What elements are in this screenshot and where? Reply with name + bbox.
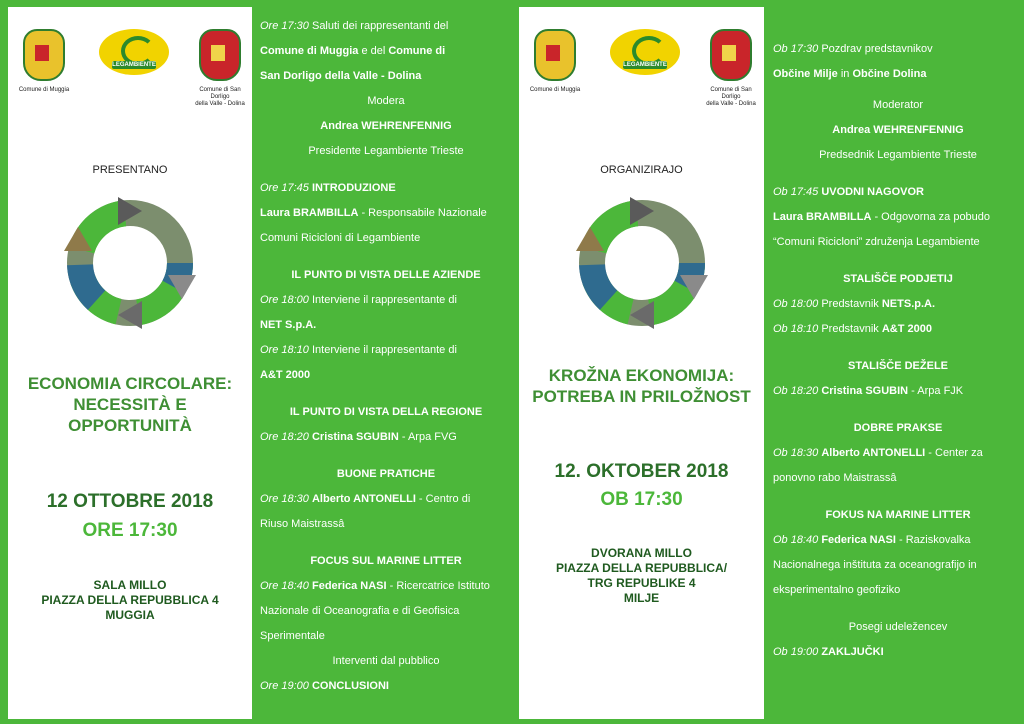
slovenian-program: Ob 17:30 Pozdrav predstavnikov Občine Milje in Občine Dolina Moderator Andrea WEHRENFENNIG Predsednik Legambiente Trieste Ob 17:45 UVODNI NAGOVOR Laura BRAMBILLA - Odgovorna za pobudo “Comuni Ricicloni” združenja Legambiente STALIŠČE PODJETIJ Ob 18:00 Predstavnik NETS.p.A. Ob 18:10 Predstavnik A&T 2000 STALIŠČE DEŽELE Ob 18:20 Cristina SGUBIN - Arpa FJK DOBRE PRAKSE Ob 18:30 Alberto ANTONELLI - Center za ponovno rabo Maistrassâ FOKUS NA MARINE LITTER Ob 18:40 Federica NASI - Raziskovalka Nacionalnega inštituta za oceanografijo in eksperimentalno geofiziko Posegi udeležencev Ob 19:00 ZAKLJUČKI xyxy=(773,43,991,658)
event-title: ECONOMIA CIRCOLARE: NECESSITÀ E OPPORTUNITÀ xyxy=(27,374,233,435)
logos-row xyxy=(519,29,764,111)
italian-program: Ore 17:30 Saluti dei rappresentanti del Comune di Muggia e del Comune di San Dorligo della Valle - Dolina Modera Andrea WEHRENFENNIG Presidente Legambiente Trieste Ore 17:45 INTRODUZIONE Laura BRAMBILLA - Responsabile Nazionale Comuni Ricicloni di Legambiente IL PUNTO DI VISTA DELLE AZIENDE Ore 18:00 Interviene il rappresentante di NET S.p.A. Ore 18:10 Interviene il rappresentante di A&T 2000 IL PUNTO DI VISTA DELLA REGIONE Ore 18:20 Cristina SGUBIN - Arpa FVG BUONE PRATICHE Ore 18:30 Alberto ANTONELLI - Centro di Riuso Maistrassâ FOCUS SUL MARINE LITTER Ore 18:40 Federica NASI - Ricercatrice Istituto Nazionale di Oceanografia e di Geofisica Sperimentale Interventi dal pubblico Ore 19:00 CONCLUSIONI xyxy=(260,20,490,692)
presenting-label: PRESENTANO xyxy=(92,164,168,176)
italian-cover-panel xyxy=(8,7,252,719)
event-venue: SALA MILLO PIAZZA DELLA REPUBBLICA 4 MUGGIA xyxy=(41,578,219,622)
event-time: ORE 17:30 xyxy=(82,520,178,541)
muggia-crest-icon xyxy=(534,29,576,81)
dolina-logo: Comune di San Dorligo della Valle - Dolina xyxy=(190,29,250,108)
event-date: 12 OTTOBRE 2018 xyxy=(46,491,214,512)
muggia-logo: Comune di Muggia xyxy=(18,29,70,94)
event-venue: DVORANA MILLO PIAZZA DELLA REPUBBLICA/ TRG REPUBLIKE 4 MILJE xyxy=(555,546,728,605)
dolina-crest-icon xyxy=(199,29,241,81)
circular-economy-cycle-icon xyxy=(574,195,710,331)
event-title: KROŽNA EKONOMIJA: POTREBA IN PRILOŽNOST xyxy=(532,366,751,406)
muggia-logo: Comune di Muggia xyxy=(529,29,581,94)
dolina-logo: Comune di San Dorligo della Valle - Dolina xyxy=(701,29,761,108)
event-time: OB 17:30 xyxy=(600,489,683,510)
legambiente-swan-icon: LEGAMBIENTE xyxy=(99,29,169,75)
logos-row xyxy=(8,29,252,111)
dolina-crest-icon xyxy=(710,29,752,81)
event-date: 12. OKTOBER 2018 xyxy=(554,461,729,482)
legambiente-swan-icon: LEGAMBIENTE xyxy=(610,29,680,75)
circular-economy-cycle-icon xyxy=(62,195,198,331)
organizing-label: ORGANIZIRAJO xyxy=(600,164,683,176)
legambiente-logo xyxy=(607,29,683,75)
slovenian-cover-panel xyxy=(519,7,764,719)
legambiente-logo xyxy=(96,29,172,75)
muggia-crest-icon xyxy=(23,29,65,81)
